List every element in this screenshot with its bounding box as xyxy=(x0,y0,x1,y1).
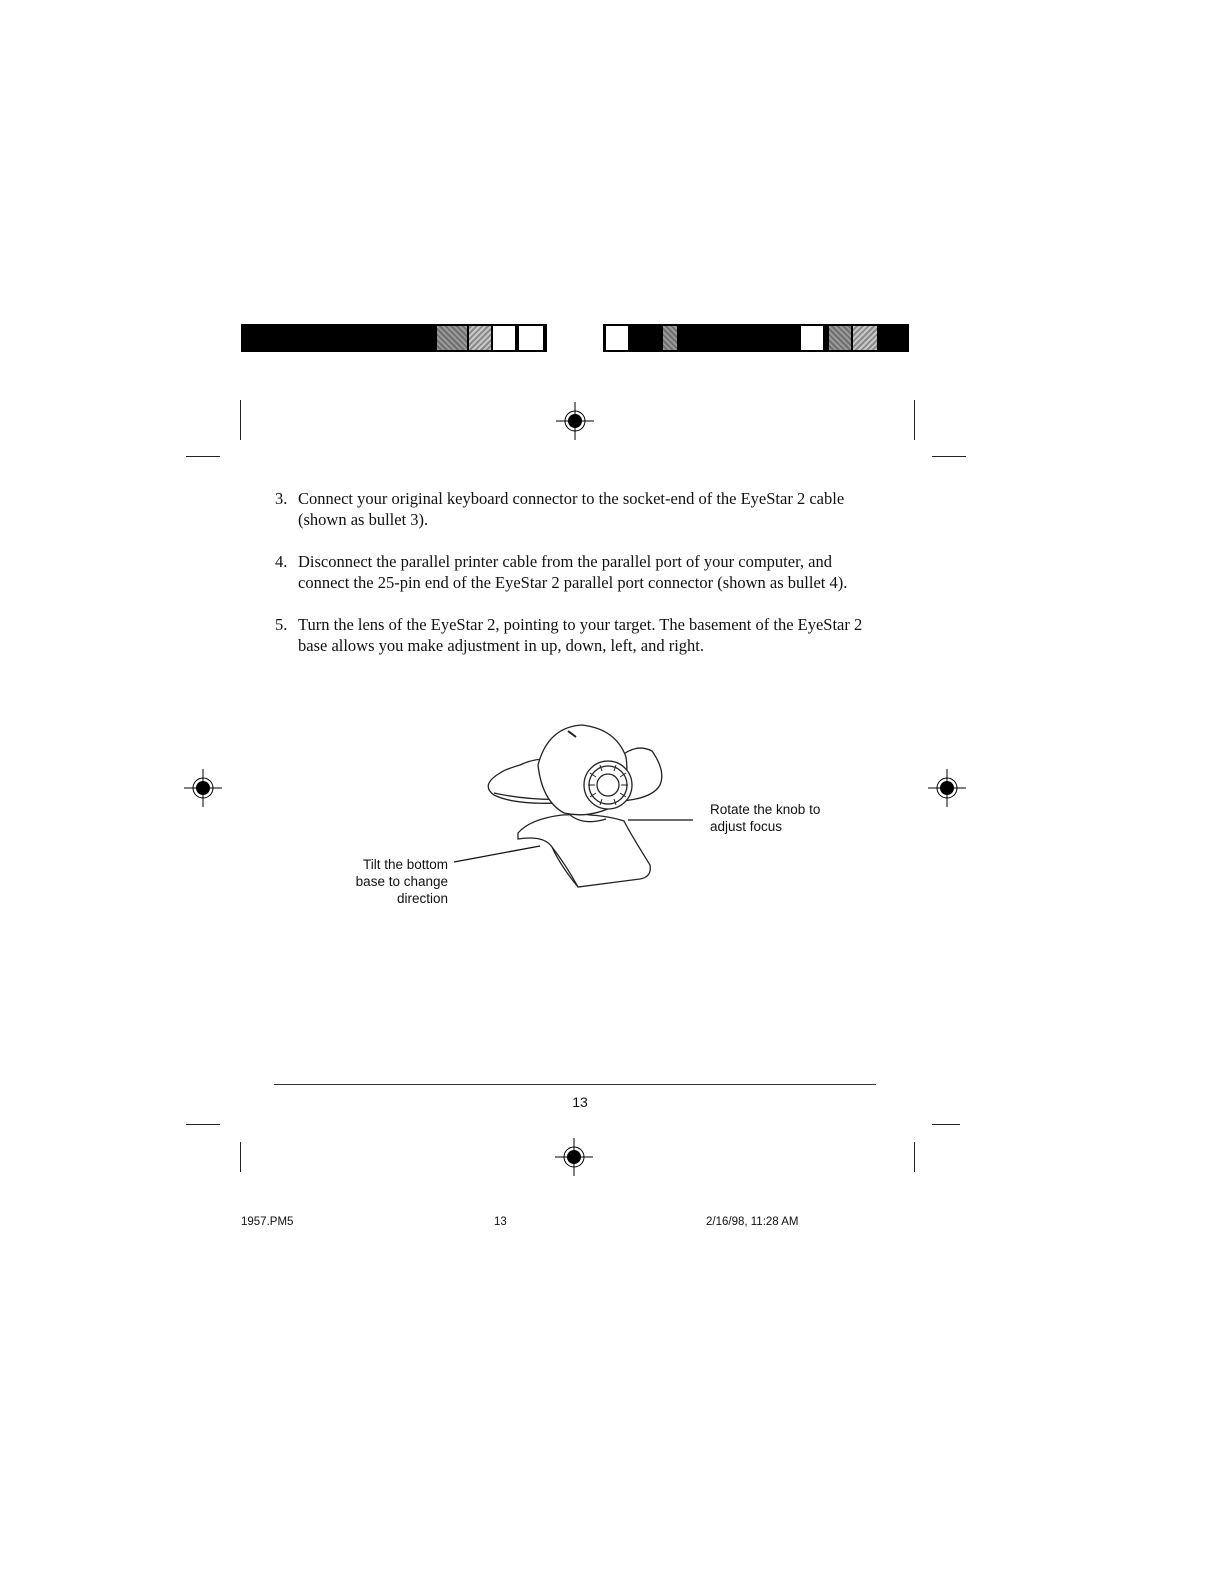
crop-mark xyxy=(240,400,241,440)
crop-mark xyxy=(932,1124,960,1125)
crop-mark xyxy=(914,1142,915,1172)
step-number: 4. xyxy=(275,552,288,571)
grey-swatch xyxy=(853,326,877,350)
callout-leaders xyxy=(450,816,696,868)
page-number: 13 xyxy=(572,1094,588,1110)
knob-callout: Rotate the knob to adjust focus xyxy=(710,802,821,834)
camera-illustration xyxy=(470,715,710,895)
footer-rule xyxy=(274,1084,876,1085)
step-text: Connect your original keyboard connector to the socket-end of the EyeStar 2 cable (shown as bullet 3). xyxy=(298,489,845,529)
instruction-steps xyxy=(275,488,875,677)
step-text: Turn the lens of the EyeStar 2, pointing to your target. The basement of the EyeStar 2 base allows you make adjustment in up, down, left, and right. xyxy=(298,615,863,655)
crop-mark xyxy=(914,400,915,440)
grey-swatch xyxy=(663,326,677,350)
white-swatch xyxy=(493,326,515,350)
crop-mark xyxy=(240,1142,241,1172)
step-item xyxy=(275,551,875,593)
grey-swatch xyxy=(437,326,467,350)
crop-mark xyxy=(186,1124,220,1125)
step-item xyxy=(275,488,875,530)
slug-timestamp: 2/16/98, 11:28 AM xyxy=(706,1216,799,1228)
white-swatch xyxy=(519,326,543,350)
slug-page: 13 xyxy=(494,1216,507,1228)
base-callout: Tilt the bottom base to change direction xyxy=(355,857,448,906)
crop-mark xyxy=(932,456,966,457)
step-item xyxy=(275,614,875,656)
color-bar-right xyxy=(603,324,909,352)
step-number: 5. xyxy=(275,615,288,634)
grey-swatch xyxy=(469,326,491,350)
slug-file: 1957.PM5 xyxy=(241,1216,294,1228)
registration-mark-icon xyxy=(928,769,966,807)
grey-swatch xyxy=(829,326,851,350)
white-swatch xyxy=(801,326,823,350)
white-swatch xyxy=(606,326,628,350)
registration-mark-icon xyxy=(555,1138,593,1176)
step-number: 3. xyxy=(275,489,288,508)
color-bar-left xyxy=(241,324,547,352)
step-text: Disconnect the parallel printer cable from the parallel port of your computer, and connect the 25-pin end of the EyeStar 2 parallel port connector (shown as bullet 4). xyxy=(298,552,848,592)
registration-mark-icon xyxy=(556,402,594,440)
crop-mark xyxy=(186,456,220,457)
registration-mark-icon xyxy=(184,769,222,807)
